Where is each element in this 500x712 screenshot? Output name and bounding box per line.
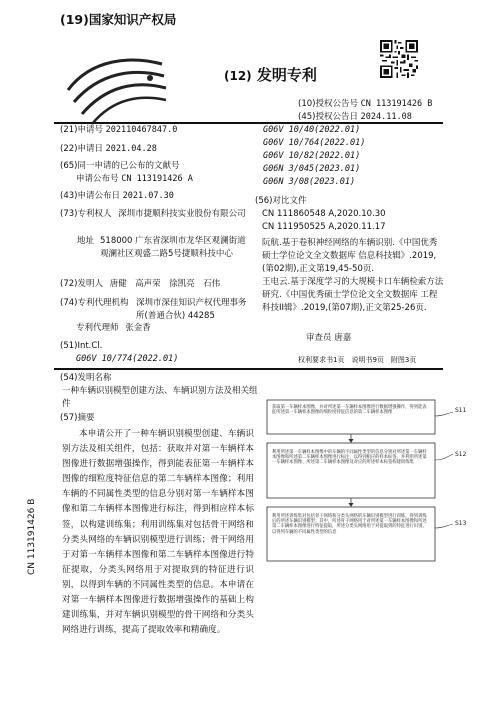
abstract-heading: (57)摘要 (60, 413, 95, 423)
references-list (262, 208, 444, 315)
step-id-s12: S12 (455, 451, 467, 458)
step-id-s13: S13 (455, 520, 467, 527)
reference-item: CN 111860548 A,2020.10.30 (262, 209, 386, 219)
intcl-heading: (51)Int.Cl. (60, 341, 103, 351)
reference-item: CN 111950525 A,2020.11.17 (262, 222, 386, 232)
abstract-text: 本申请公开了一种车辆识别模型创建、车辆识别方法及相关组件，包括：获取并对第一车辆样本图像进行数据增强操作，得到能表征第一车辆样本图像的细粒度特征信息的第二车辆样本图像；利用车辆的不同属性类型的信息分别对第一车辆样本图像和第二车辆样本图像进行标注，得到相应样本标签，以构建训练集；利用训练集对包括骨干网络和分类头网络的车辆识别模型进行训练；骨干网络用于对第一车辆样本图像和第二车辆样本图像进行特征提取，分类头网络用于对提取到的特征进行识别，以得到车辆的不同属性类型的信息。本申请在对第一车辆样本图像进行数据增强操作的基础上构建训练集，并对车辆识别模型的骨干网络和分类头网络进行训练，提高了提取效率和精确度。 (62, 429, 254, 636)
doc-type-code: (12) (224, 69, 252, 83)
grant-date-field: (45)授权公告日 2024.11.08 (298, 112, 412, 122)
agent-field: 专利代理师 张金香 (76, 323, 151, 333)
grant-number: CN 113191426 B (360, 99, 433, 109)
classification-list (263, 124, 365, 189)
agency-field: (74)专利代理机构 (60, 298, 129, 308)
step-text-s12: 利用所述第一车辆样本图像中的车辆的不同属性类型的信息分别对所述第一车辆样本图像和所述第二车辆样本图像进行标注，以得到相应的样本标签，并利用所述第一车辆样本图像、所述第二车辆样本图像及对应的所述样本标签构建训练集 (272, 450, 427, 466)
claims-info: 权利要求书1页 说明书9页 附图3页 (298, 356, 417, 364)
inventors-field: (72)发明人 唐健 高声荣 徐凯亮 石伟 (60, 279, 221, 289)
grant-date: 2024.11.08 (360, 112, 412, 122)
step-id-s11: S11 (455, 407, 467, 414)
examiner: 审查员 唐嘉 (306, 333, 352, 343)
grant-number-field: (10)授权公告号 CN 113191426 B (298, 99, 433, 109)
classification-item: G06N 3/08(2023.01) (263, 177, 356, 187)
application-number-field: (21)申请号 202110467847.0 (60, 125, 178, 135)
application-date-field: (22)申请日 2021.04.28 (60, 144, 157, 154)
doc-type-label: 发明专利 (256, 66, 317, 84)
reference-item: 阮航.基于卷积神经网络的车辆识别.《中国优秀硕士学位论文全文数据库 信息科技辑》.2019,(第02期),正文第19,45-50页. (262, 238, 438, 274)
office-name: 国家知识产权局 (88, 12, 177, 27)
prior-publication-field: (65)同一申请的已公布的文献号 (60, 161, 180, 171)
reference-item: 王电云.基于深度学习的大规模卡口车辆检索方法研究.《中国优秀硕士学位论文全文数据库 工程科技II辑》.2019,(第07期),正文第25-26页. (262, 277, 444, 313)
patentee-name: 深圳市捷顺科技实业股份有限公司 (118, 209, 246, 219)
address-label: 地址 (77, 236, 95, 246)
step-text-s11: 获取第一车辆样本图像，并对所述第一车辆样本图像进行数据增强操作，得到能表征所述第一车辆样本图像的细粒度特征信息的第二车辆样本图像 (272, 405, 427, 416)
address-value: 518000 广东省深圳市龙华区观澜街道观澜社区观盛二路5号捷顺科技中心 (100, 236, 246, 259)
cnipa-emblem-logo (62, 50, 172, 130)
agency-value: 深圳市深佳知识产权代理事务所(普通合伙) 44285 (136, 298, 247, 321)
country-code: (19) (60, 12, 89, 27)
invention-title: 一种车辆识别模型创建方法、车辆识别方法及相关组件 (62, 386, 258, 409)
bibliography-divider (54, 368, 443, 370)
method-flowchart (265, 398, 485, 563)
references-heading: (56)对比文件 (255, 196, 307, 206)
qr-code-icon (380, 40, 418, 78)
classification-item: G06N 3/045(2023.01) (263, 164, 361, 174)
sidebar-document-number: CN 113191426 B (27, 498, 37, 575)
intcl-item: G06V 10/774(2022.01) (76, 354, 179, 364)
patentee-field: (73)专利权人 深圳市捷顺科技实业股份有限公司 (60, 209, 246, 219)
classification-item: G06V 10/764(2022.01) (263, 138, 366, 148)
prior-publication-number-field: 申请公布号 CN 113191426 A (76, 174, 193, 184)
office-heading (60, 10, 176, 28)
classification-item: G06V 10/82(2022.01) (263, 151, 361, 161)
publication-date-field: (43)申请公布日 2021.07.30 (60, 191, 174, 201)
title-heading: (54)发明名称 (60, 373, 112, 383)
classification-item: G06V 10/40(2022.01) (263, 125, 361, 135)
doc-type-heading (224, 64, 317, 85)
step-text-s13: 利用所述训练集对包括骨干网络和分类头网络的车辆识别模型进行训练，得到训练后的所述车辆识别模型；其中，所述骨干网络用于对所述第一车辆样本图像和所述第二车辆样本图像进行特征提取，所述分类头网络用于对提取到的特征进行识别，以得到车辆的不同属性类型的信息 (272, 514, 427, 535)
inventor-names: 唐健 高声荣 徐凯亮 石伟 (109, 279, 221, 289)
